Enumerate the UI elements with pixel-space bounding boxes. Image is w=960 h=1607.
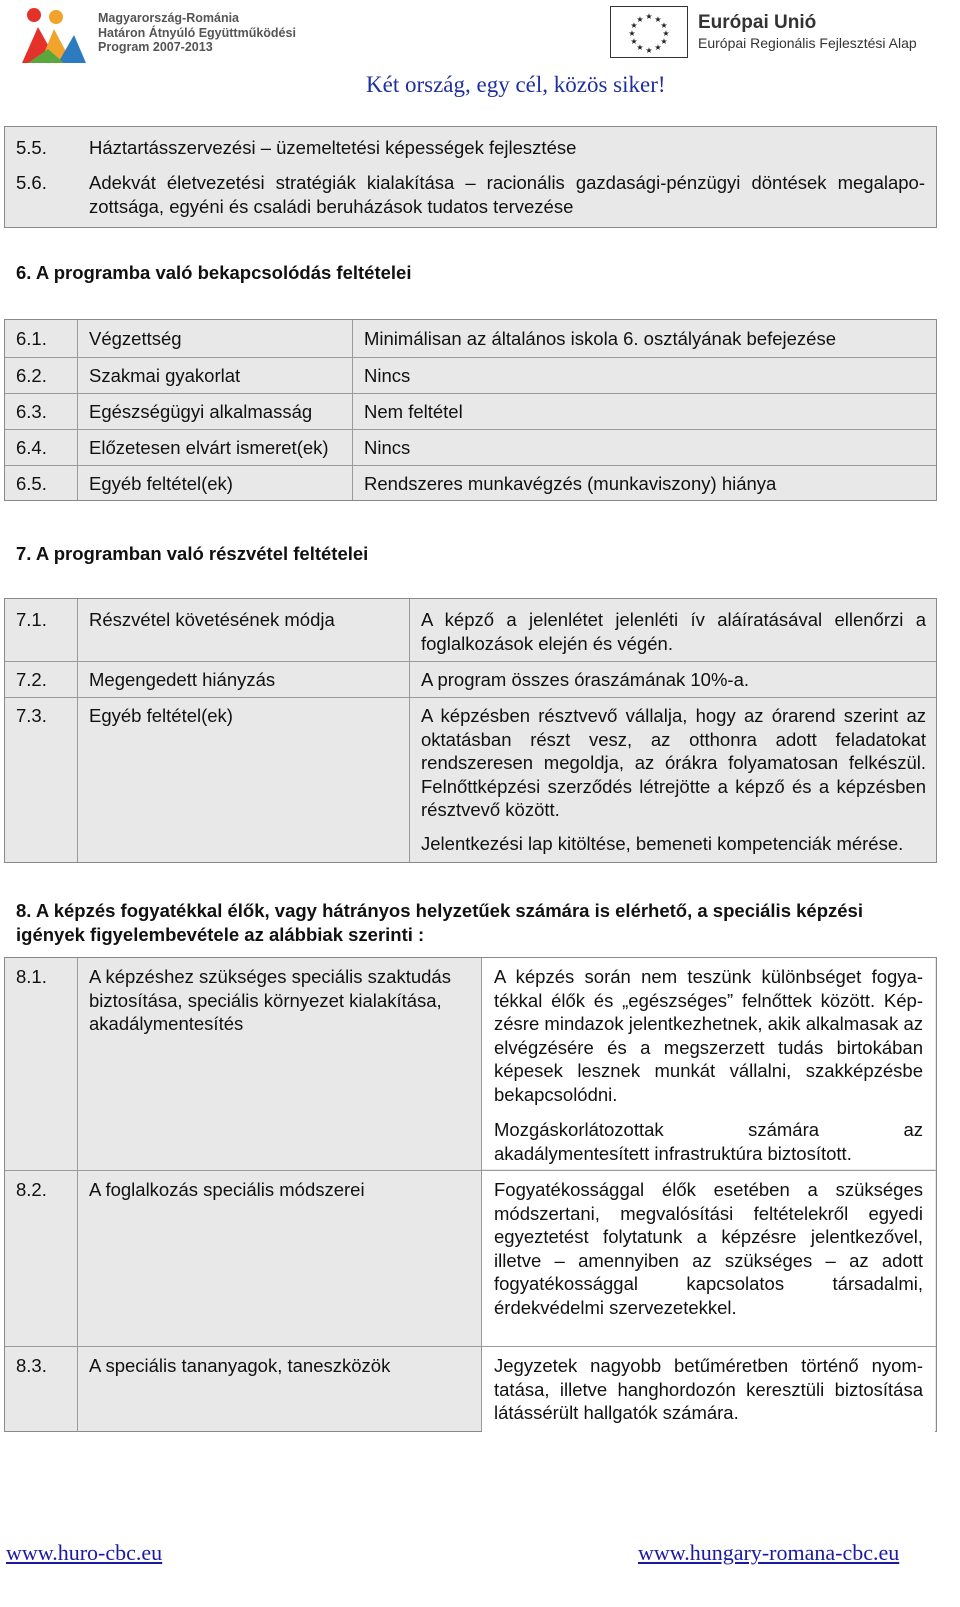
row-number: 6.3.	[16, 401, 47, 422]
table-row	[5, 599, 936, 661]
row-value: Nincs	[364, 365, 411, 386]
row-number: 8.3.	[16, 1355, 47, 1376]
row-number: 8.1.	[16, 966, 47, 987]
svg-text:★: ★	[636, 43, 644, 52]
row-label: Egyéb feltétel(ek)	[89, 473, 233, 494]
section5-table	[4, 126, 937, 228]
svg-text:★: ★	[660, 21, 668, 30]
row-value: Jegyzetek nagyobb betűméretben történő nyom-tatása, illetve hanghordozón keresztüli biztosítása látássérült hallgatók számára.	[482, 1347, 935, 1432]
row-label: Megengedett hiányzás	[89, 669, 276, 690]
table-row	[5, 661, 936, 697]
table-row	[5, 320, 936, 357]
row-value: Rendszeres munkavégzés (munkaviszony) hiánya	[364, 473, 777, 494]
column-divider	[409, 599, 410, 862]
column-divider	[352, 320, 353, 500]
row-value	[482, 958, 935, 1169]
svg-text:★: ★	[630, 21, 638, 30]
table-row	[5, 357, 936, 393]
row-number: 7.3.	[16, 705, 47, 726]
section7-table	[4, 598, 937, 863]
section8-heading: 8. A képzés fogyatékkal élők, vagy hátrányos helyzetűek számára is elérhető, a speciális képzési igények figyelembevétele az alábbiak szerinti :	[16, 900, 863, 945]
row-label: A speciális tananyagok, taneszközök	[89, 1355, 391, 1376]
row-label: Végzettség	[89, 328, 182, 349]
row-number: 5.6.	[16, 172, 47, 193]
row-value-text: A képzés során nem teszünk különbséget fogya-tékkal élők és „egészséges” felnőttek között. Kép-zésre mindazok jelentkezhetnek, akik alkalmasak az elvégzésére és a megszerzett tudás birtokában képesek lesznek munkát vállalni, szakképzésbe bekapcsolódni.	[494, 966, 923, 1105]
svg-text:★: ★	[662, 29, 670, 38]
table-row	[5, 127, 936, 167]
section7-heading: 7. A programban való részvétel feltételei	[16, 543, 369, 564]
column-divider	[77, 599, 78, 862]
table-row	[5, 1170, 936, 1346]
footer-link-huro[interactable]: www.huro-cbc.eu	[6, 1540, 163, 1565]
column-divider	[77, 958, 78, 1431]
eu-flag-icon	[610, 6, 688, 58]
svg-text:★: ★	[645, 46, 653, 55]
eu-subtitle: Európai Regionális Fejlesztési Alap	[698, 35, 917, 51]
row-label: A képzéshez szükséges speciális szaktudás biztosítása, speciális környezet kialakítása, akadálymentesítés	[89, 966, 451, 1034]
row-number: 7.2.	[16, 669, 47, 690]
svg-text:★: ★	[628, 29, 636, 38]
table-row	[5, 429, 936, 465]
row-label: Előzetesen elvárt ismeret(ek)	[89, 437, 329, 458]
row-number: 6.2.	[16, 365, 47, 386]
table-row	[5, 1346, 936, 1432]
row-value: A program összes óraszámának 10%-a.	[421, 669, 750, 690]
eu-title: Európai Unió	[698, 12, 817, 33]
row-label: Szakmai gyakorlat	[89, 365, 241, 386]
program-line-2: Határon Átnyúló Együttműködési	[98, 25, 296, 40]
row-text: Adekvát életvezetési stratégiák kialakítása – racionális gazdasági-pénzügyi döntések megalapo-zottsága, egyéni és családi beruházások tudatos tervezése	[89, 172, 925, 217]
row-label: Egyéb feltétel(ek)	[89, 705, 233, 726]
table-row	[5, 393, 936, 429]
row-value: A képzésben résztvevő vállalja, hogy az órarend szerint az oktatásban részt vesz, az otthonra adott feladatokat rendszeresen megoldja, az órákra folyamatosan felkészül. Felnőttképzési szerződés létrejötte a képző és a képzésben résztvevő között.	[421, 705, 926, 820]
row-number: 5.5.	[16, 137, 47, 158]
row-number: 8.2.	[16, 1179, 47, 1200]
program-logo-icon	[18, 5, 88, 63]
section8-table	[4, 957, 937, 1432]
section6-heading: 6. A programba való bekapcsolódás feltételei	[16, 262, 412, 283]
row-value: Minimálisan az általános iskola 6. osztályának befejezése	[364, 328, 837, 349]
svg-text:★: ★	[630, 37, 638, 46]
row-number: 6.5.	[16, 473, 47, 494]
row-value: A képző a jelenlétet jelenléti ív aláíratásával ellenőrzi a foglalkozások elején és végén.	[421, 609, 926, 654]
row-label: Egészségügyi alkalmasság	[89, 401, 313, 422]
section6-table	[4, 319, 937, 501]
program-logo	[18, 5, 338, 65]
row-number: 7.1.	[16, 609, 47, 630]
svg-text:★: ★	[645, 12, 653, 21]
row-value: Nincs	[364, 437, 411, 458]
svg-text:★: ★	[636, 15, 644, 24]
row-number: 6.1.	[16, 328, 47, 349]
program-name	[98, 11, 296, 55]
row-value-extra: Jelentkezési lap kitöltése, bemeneti kompetenciák mérése.	[421, 833, 904, 854]
footer-link-hungary-romania[interactable]: www.hungary-romana-cbc.eu	[638, 1540, 900, 1565]
program-line-3: Program 2007-2013	[98, 40, 213, 54]
table-row	[5, 958, 936, 1170]
column-divider	[481, 958, 482, 1431]
program-line-1: Magyarország-Románia	[98, 11, 240, 25]
svg-text:★: ★	[654, 43, 662, 52]
slogan: Két ország, egy cél, közös siker!	[366, 72, 666, 97]
row-value: Nem feltétel	[364, 401, 463, 422]
column-divider	[77, 320, 78, 500]
row-number: 6.4.	[16, 437, 47, 458]
table-row	[5, 465, 936, 501]
svg-text:★: ★	[660, 37, 668, 46]
row-value-extra: Mozgáskorlátozottak számára az akadálymentesített infrastruktúra biztosított.	[494, 1119, 923, 1164]
table-row	[5, 697, 936, 863]
row-value: Fogyatékossággal élők esetében a szükséges módszertani, megvalósítási feltételekről egyedi egyeztetést folytatunk a képzésre jelentkezővel, illetve – amennyiben az szükséges – az adott fogyatékossággal kapcsolatos társadalmi, érdekvédelmi szervezetekkel.	[482, 1171, 935, 1346]
row-label: Részvétel követésének módja	[89, 609, 335, 630]
table-row	[5, 167, 936, 227]
svg-text:★: ★	[654, 15, 662, 24]
row-label: A foglalkozás speciális módszerei	[89, 1179, 365, 1200]
row-text: Háztartásszervezési – üzemeltetési képességek fejlesztése	[89, 137, 577, 158]
